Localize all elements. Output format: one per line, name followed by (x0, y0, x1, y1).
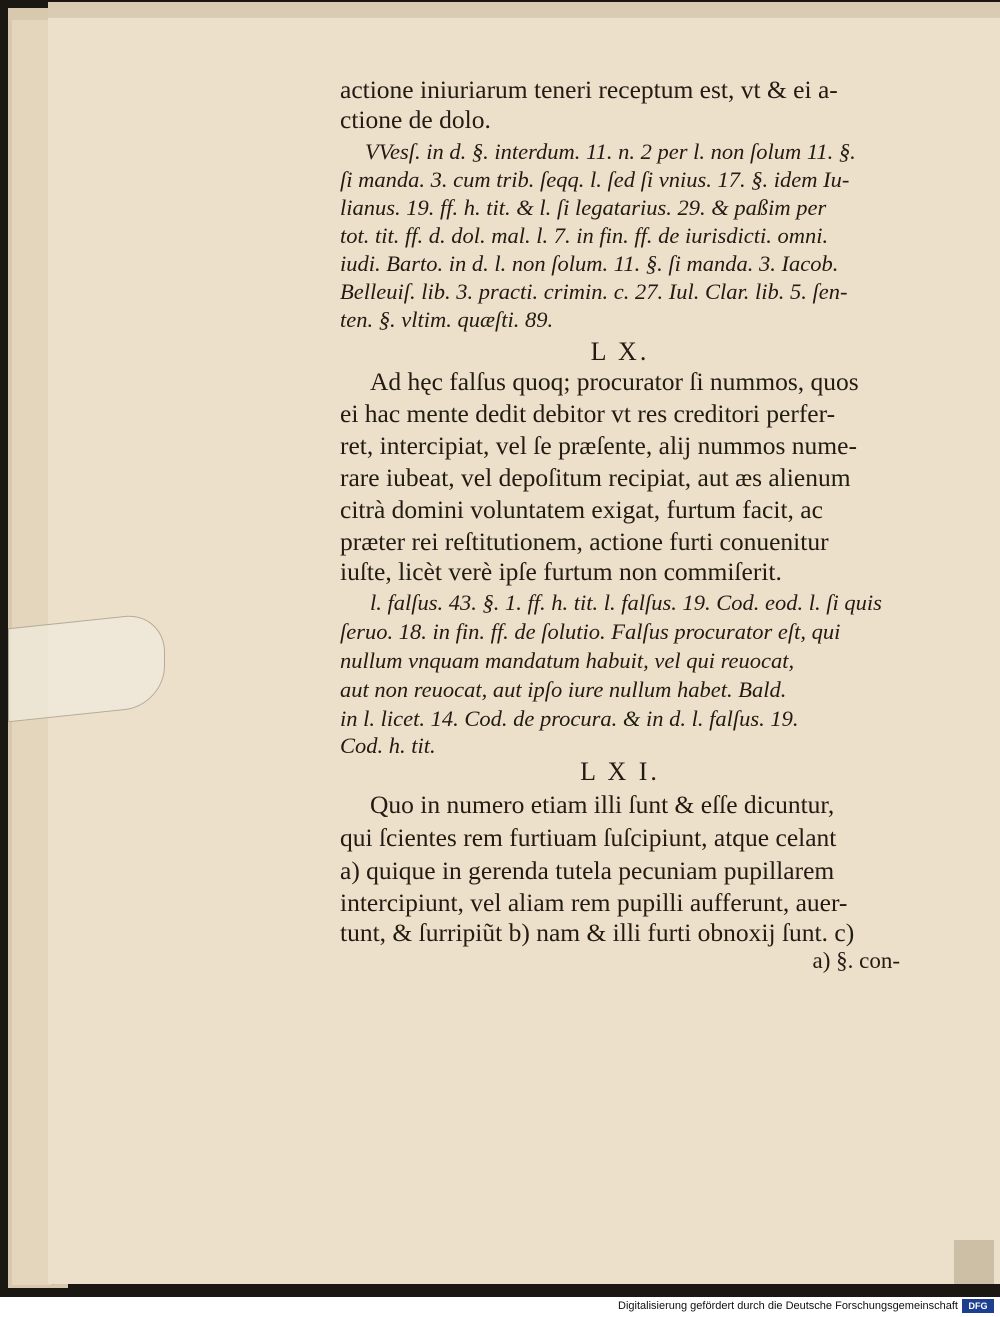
citation-line: ſeruo. 18. in fin. ff. de ſolutio. Falſus procurator eſt, qui (340, 619, 841, 644)
dfg-logo-icon: DFG (962, 1299, 994, 1313)
citation-line: l. falſus. 43. §. 1. ff. h. tit. l. falſus. 19. Cod. eod. l. ſi quis (370, 590, 882, 615)
text-line: citrà domini voluntatem exigat, furtum facit, ac (340, 495, 823, 524)
text-line: ctione de dolo. (340, 105, 491, 134)
section-heading: L X. (590, 337, 650, 366)
citation-line: iudi. Barto. in d. l. non ſolum. 11. §. ſi manda. 3. Iacob. (340, 251, 839, 276)
citation-line: nullum vnquam mandatum habuit, vel qui reuocat, (340, 648, 795, 673)
citation-line: Belleuiſ. lib. 3. practi. crimin. c. 27. Iul. Clar. lib. 5. ſen- (340, 279, 848, 304)
citation-line: ſi manda. 3. cum trib. ſeqq. l. ſed ſi vnius. 17. §. idem Iu- (340, 167, 850, 192)
citation-line: VVesſ. in d. §. interdum. 11. n. 2 per l. non ſolum 11. §. (365, 139, 856, 164)
text-line: iuſte, licèt verè ipſe furtum non commiſerit. (340, 557, 782, 586)
citation-line: ten. §. vltim. quæſti. 89. (340, 307, 554, 332)
page-top-band (48, 2, 1000, 18)
citation-line: tot. tit. ff. d. dol. mal. l. 7. in fin. ff. de iurisdicti. omni. (340, 223, 829, 248)
text-line: a) quique in gerenda tutela pecuniam pupillarem (340, 856, 835, 885)
section-heading: L X I. (580, 757, 660, 786)
text-line: intercipiunt, vel aliam rem pupilli aufferunt, auer- (340, 888, 848, 917)
text-line: ret, intercipiat, vel ſe præſente, alij nummos nume- (340, 431, 857, 460)
text-line: Quo in numero etiam illi ſunt & eſſe dicuntur, (370, 790, 835, 819)
catchword: a) §. con- (812, 948, 900, 973)
text-line: præter rei reſtitutionem, actione furti conuenitur (340, 527, 829, 556)
text-line: tunt, & ſurripiũt b) nam & illi furti obnoxij ſunt. c) (340, 918, 855, 947)
citation-line: lianus. 19. ff. h. tit. & l. ſi legatarius. 29. & paßim per (340, 195, 827, 220)
citation-line: in l. licet. 14. Cod. de procura. & in d. l. falſus. 19. (340, 706, 799, 731)
text-line: Ad hęc falſus quoq; procurator ſi nummos, quos (370, 367, 859, 396)
citation-line: aut non reuocat, aut ipſo iure nullum habet. Bald. (340, 677, 787, 702)
corner-ruler (954, 1240, 994, 1284)
footer-credit: Digitalisierung gefördert durch die Deutsche Forschungsgemeinschaft (618, 1300, 958, 1312)
citation-line: Cod. h. tit. (340, 733, 436, 758)
text-line: qui ſcientes rem furtiuam ſuſcipiunt, atque celant (340, 823, 837, 852)
text-line: rare iubeat, vel depoſitum recipiat, aut æs alienum (340, 463, 851, 492)
text-line: actione iniuriarum teneri receptum est, vt & ei a- (340, 75, 838, 104)
text-line: ei hac mente dedit debitor vt res creditori perfer- (340, 399, 836, 428)
footer-bar (0, 1297, 1000, 1317)
